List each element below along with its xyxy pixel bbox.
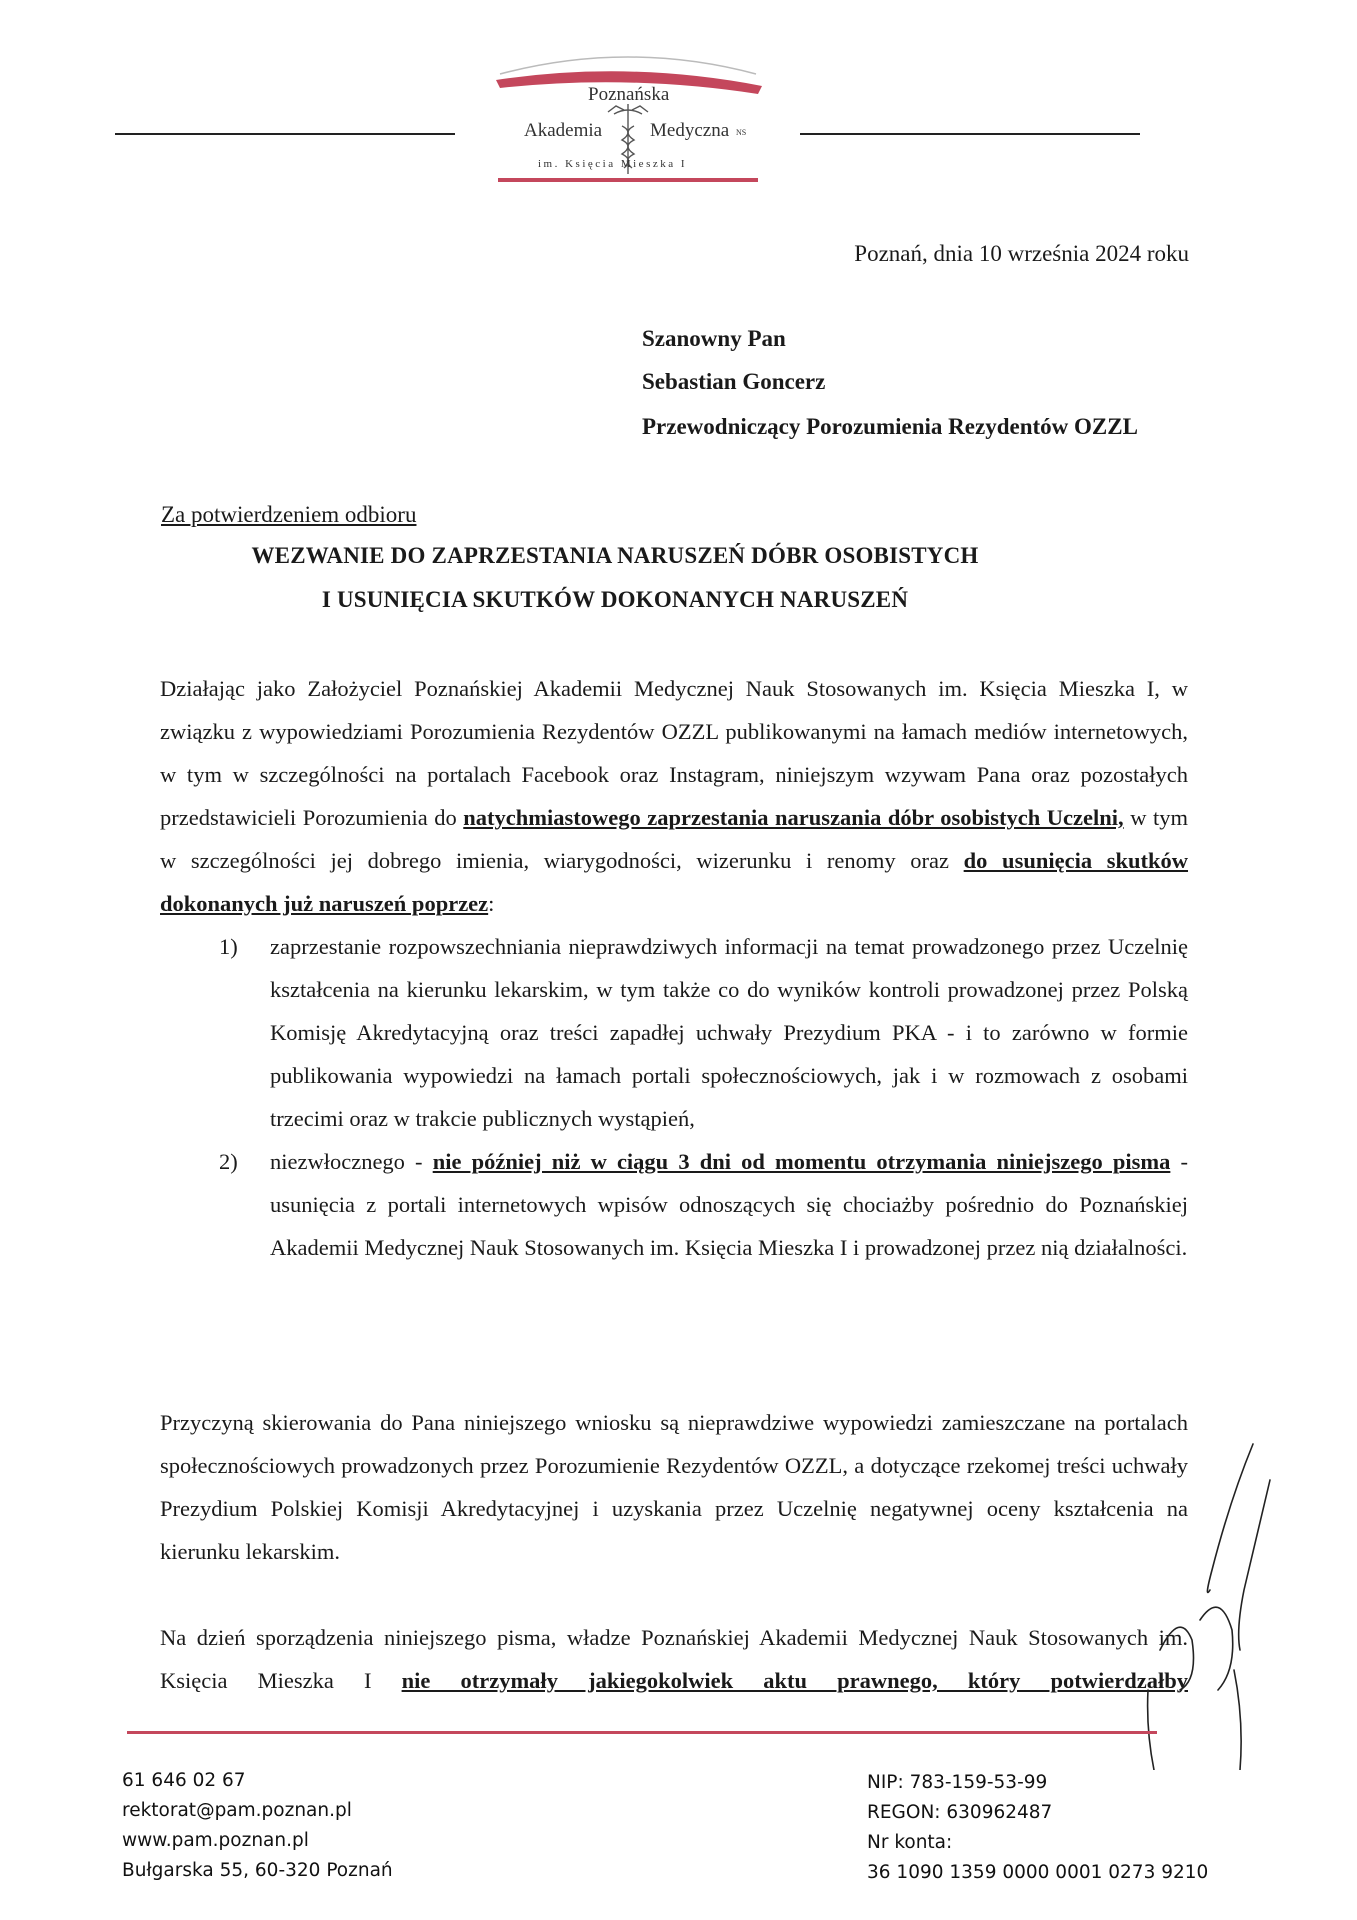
footer-address: Bułgarska 55, 60-320 Poznań [122,1860,393,1881]
intro-emphasis-2: do usunięcia skutków dokonanych już naruszeń poprzez [160,848,1189,916]
letter-date: Poznań, dnia 10 września 2024 roku [854,241,1189,266]
footer-contact [122,1766,393,1886]
logo-line2-right: Medyczna [650,120,730,141]
reason-paragraph [160,1401,1188,1573]
footer-phone: 61 646 02 67 [122,1770,246,1791]
addressee-salutation: Szanowny Pan [642,326,786,351]
list-item-text-2: - usunięcia z portali internetowych wpisów odnoszących się chociażby pośrednio do Poznańskiej Akademii Medycznej Nauk Stosowanych im. Księcia Mieszka I i prowadzonej przez nią działalności. [270,1149,1188,1260]
reason-text: Przyczyną skierowania do Pana niniejszego wniosku są nieprawdziwe wypowiedzi zamieszczane na portalach społecznościowych prowadzonych przez Porozumienie Rezydentów OZZL, a dotyczące rzekomej treści uchwały Prezydium Polskiej Komisji Akredytacyjnej i uzyskania przez Uczelnię negatywnej oceny kształcenia na kierunku lekarskim. [160,1410,1188,1564]
list-item [219,1140,1188,1269]
intro-text-2: w tym w szczególności jej dobrego imienia, wiarygodności, wizerunku i renomy oraz [160,805,1188,873]
delivery-note: Za potwierdzeniem odbioru [161,502,417,527]
list-item [219,925,1188,1140]
footer-account-number: 36 1090 1359 0000 0001 0273 9210 [867,1862,1209,1883]
footer-website[interactable]: www.pam.poznan.pl [122,1830,309,1851]
addressee-name: Sebastian Goncerz [642,369,826,394]
status-emphasis: nie otrzymały jakiegokolwiek aktu prawnego, który potwierdzałby [401,1668,1188,1693]
list-item-number: 1) [219,934,238,959]
letter-title-line2: I USUNIĘCIA SKUTKÓW DOKONANYCH NARUSZEŃ [321,587,909,612]
footer-nip: NIP: 783-159-53-99 [867,1772,1048,1793]
logo-line1: Poznańska [588,84,670,105]
list-item-number: 2) [219,1149,238,1174]
header-rule-right [800,133,1140,135]
university-logo [490,46,766,186]
handwritten-signature [1140,1440,1280,1770]
footer-registry [867,1768,1208,1888]
addressee-role: Przewodniczący Porozumienia Rezydentów OZZL [642,414,1138,439]
footer-regon: REGON: 630962487 [867,1802,1053,1823]
list-item-text-1: niezwłocznego - [270,1149,433,1174]
logo-line2-left: Akademia [524,120,603,141]
footer-account-label: Nr konta: [867,1832,953,1853]
logo-suffix: NS [736,128,747,137]
intro-paragraph [160,667,1188,925]
intro-emphasis-1: natychmiastowego zaprzestania naruszania dóbr osobistych Uczelni, [463,805,1124,830]
letter-title-line1: WEZWANIE DO ZAPRZESTANIA NARUSZEŃ DÓBR OSOBISTYCH [251,543,979,568]
list-item-text: zaprzestanie rozpowszechniania nieprawdziwych informacji na temat prowadzonego przez Uczelnię kształcenia na kierunku lekarskim, w tym także co do wyników kontroli prowadzonej przez Polską Komisję Akredytacyjną oraz treści zapadłej uchwały Prezydium PKA - i to zarówno w formie publikowania wypowiedzi na łamach portali społecznościowych, jak i w rozmowach z osobami trzecimi oraz w trakcie publicznych wystąpień, [270,934,1188,1131]
status-text: Na dzień sporządzenia niniejszego pisma, władze Poznańskiej Akademii Medycznej Nauk Stosowanych im. Księcia Mieszka I [160,1625,1188,1693]
header-rule-left [115,133,455,135]
logo-line3: im. Księcia Mieszka I [538,158,688,170]
status-paragraph [160,1616,1188,1702]
demands-list [219,925,1188,1269]
footer-rule [127,1731,1157,1734]
intro-text-3: : [488,891,495,916]
list-item-emphasis: nie później niż w ciągu 3 dni od momentu otrzymania niniejszego pisma [432,1149,1171,1174]
intro-text-1: Działając jako Założyciel Poznańskiej Akademii Medycznej Nauk Stosowanych im. Księcia Mieszka I, w związku z wypowiedziami Porozumienia Rezydentów OZZL publikowanymi na łamach mediów internetowych, w tym w szczególności na portalach Facebook oraz Instagram, niniejszym wzywam Pana oraz pozostałych przedstawicieli Porozumienia do [160,676,1188,830]
footer-email[interactable]: rektorat@pam.poznan.pl [122,1800,352,1821]
